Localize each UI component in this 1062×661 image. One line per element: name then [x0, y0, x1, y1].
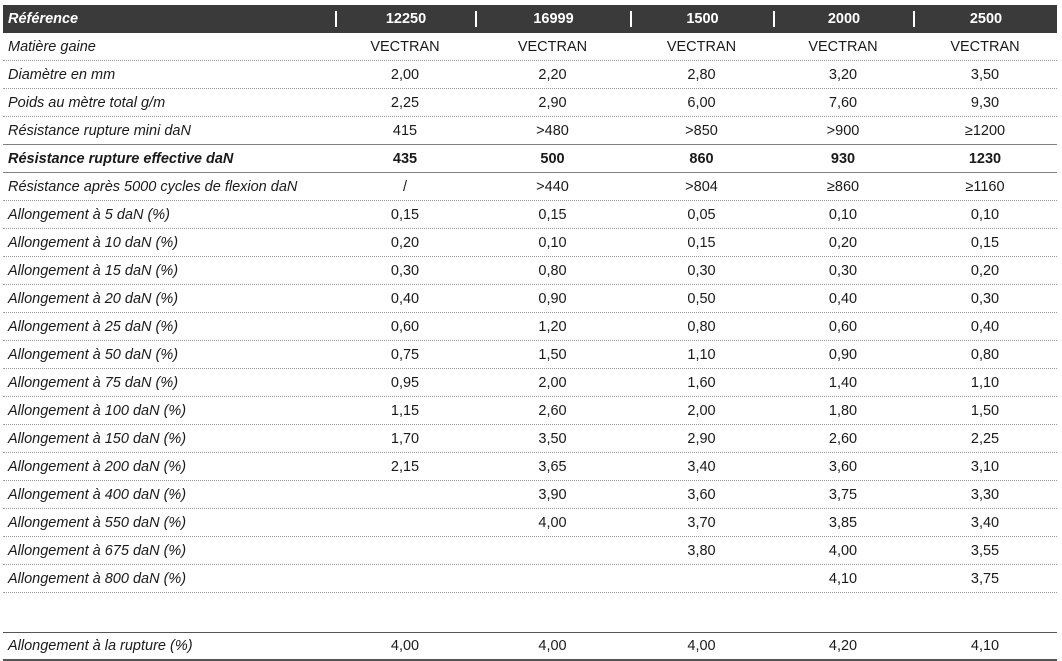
table-cell: 3,10: [970, 458, 1000, 475]
table-cell: 0,20: [390, 234, 420, 251]
table-cell: 0,90: [538, 290, 567, 307]
table-cell: 0,40: [390, 290, 420, 307]
table-cell: 0,80: [538, 262, 567, 279]
table-cell: >900: [826, 122, 860, 139]
table-cell: 1,15: [390, 402, 420, 419]
row-label: Allongement à 25 daN (%): [8, 318, 179, 335]
table-cell: 0,10: [970, 206, 1000, 223]
row-label: Allongement à 550 daN (%): [8, 514, 187, 531]
table-spacer-row: [3, 593, 1057, 633]
table-cell: 860: [689, 150, 714, 167]
table-cell: 3,75: [970, 570, 1000, 587]
table-cell: 3,75: [828, 486, 858, 503]
table-cell: >850: [685, 122, 718, 139]
table-cell: 0,20: [970, 262, 1000, 279]
row-label: Allongement à la rupture (%): [8, 638, 193, 654]
table-row: [3, 33, 1057, 61]
specs-table: [3, 5, 1057, 661]
table-cell: 0,50: [687, 290, 716, 307]
row-label: Allongement à 5 daN (%): [8, 206, 170, 223]
row-label: Allongement à 20 daN (%): [8, 290, 179, 307]
table-cell: 0,40: [970, 318, 1000, 335]
table-cell: 2,00: [538, 374, 567, 391]
table-cell: 3,60: [687, 486, 716, 503]
table-cell: 0,75: [390, 346, 420, 363]
table-cell: VECTRAN: [950, 38, 1020, 55]
row-label: Allongement à 10 daN (%): [8, 234, 179, 251]
table-cell: 0,90: [828, 346, 858, 363]
table-row: [3, 229, 1057, 257]
row-label: Allongement à 150 daN (%): [8, 430, 187, 447]
header-cell: 2000: [773, 11, 913, 27]
row-label: Allongement à 100 daN (%): [8, 402, 187, 419]
row-label: Allongement à 15 daN (%): [8, 262, 179, 279]
table-body: [3, 33, 1057, 593]
table-cell: 3,50: [970, 66, 1000, 83]
table-cell: 2,00: [687, 402, 716, 419]
table-cell: VECTRAN: [808, 38, 878, 55]
header-cell: Référence: [8, 10, 79, 27]
table-cell: >804: [685, 178, 718, 195]
table-row: [3, 453, 1057, 481]
table-cell: 4,00: [390, 638, 420, 654]
table-cell: 4,10: [970, 638, 1000, 654]
table-row: [3, 481, 1057, 509]
table-row: [3, 509, 1057, 537]
table-cell: 1,50: [538, 346, 567, 363]
header-cell: 1500: [630, 11, 773, 27]
table-cell: 930: [830, 150, 856, 167]
row-label: Allongement à 675 daN (%): [8, 542, 187, 559]
header-cell: 16999: [475, 11, 630, 27]
table-cell: ≥1160: [965, 178, 1005, 195]
table-header-row: [3, 5, 1057, 33]
table-cell: 3,20: [828, 66, 858, 83]
row-label: Résistance rupture effective daN: [8, 150, 234, 167]
table-cell: 0,10: [538, 234, 567, 251]
table-row: [3, 145, 1057, 173]
table-cell: VECTRAN: [370, 38, 440, 55]
table-row: [3, 285, 1057, 313]
table-cell: 2,80: [687, 66, 716, 83]
row-label: Allongement à 200 daN (%): [8, 458, 187, 475]
table-cell: 4,00: [687, 638, 716, 654]
table-row: [3, 341, 1057, 369]
table-cell: 435: [392, 150, 418, 167]
table-cell: 1,20: [538, 318, 567, 335]
table-cell: 0,30: [687, 262, 716, 279]
table-cell: 1,80: [828, 402, 858, 419]
table-row: [3, 201, 1057, 229]
table-row: [3, 257, 1057, 285]
table-cell: 415: [392, 122, 418, 139]
table-cell: 1,10: [687, 346, 716, 363]
table-cell: 0,95: [390, 374, 420, 391]
row-label: Allongement à 75 daN (%): [8, 374, 179, 391]
table-cell: >480: [536, 122, 569, 139]
table-row: [3, 61, 1057, 89]
table-cell: 2,60: [828, 430, 858, 447]
table-cell: 4,00: [538, 638, 567, 654]
table-cell: 2,90: [687, 430, 716, 447]
table-cell: 7,60: [828, 94, 858, 111]
header-cell: 2500: [913, 11, 1057, 27]
table-cell: ≥860: [826, 178, 860, 195]
table-cell: 3,65: [538, 458, 567, 475]
table-cell: 1,40: [828, 374, 858, 391]
table-cell: 4,10: [828, 570, 858, 587]
header-cell: 12250: [335, 11, 475, 27]
table-cell: 0,30: [828, 262, 858, 279]
table-cell: VECTRAN: [517, 38, 588, 55]
table-cell: 0,20: [828, 234, 858, 251]
table-cell: 4,00: [828, 542, 858, 559]
table-row: [3, 397, 1057, 425]
table-cell: 0,15: [687, 234, 716, 251]
table-row: [3, 369, 1057, 397]
table-cell: 1230: [968, 150, 1002, 167]
table-cell: 4,00: [538, 514, 567, 531]
table-cell: 0,15: [970, 234, 1000, 251]
row-label: Allongement à 400 daN (%): [8, 486, 187, 503]
table-cell: 0,10: [828, 206, 858, 223]
table-cell: 3,70: [687, 514, 716, 531]
table-cell: 0,15: [390, 206, 420, 223]
table-cell: 1,10: [970, 374, 1000, 391]
table-cell: 3,80: [687, 542, 716, 559]
table-cell: VECTRAN: [666, 38, 737, 55]
table-cell: 0,60: [390, 318, 420, 335]
table-cell: 3,30: [970, 486, 1000, 503]
table-cell: 1,70: [390, 430, 420, 447]
table-cell: 1,50: [970, 402, 1000, 419]
table-cell: 2,60: [538, 402, 567, 419]
row-label: Diamètre en mm: [8, 66, 116, 83]
table-cell: 2,90: [538, 94, 567, 111]
table-cell: 3,90: [538, 486, 567, 503]
table-cell: 3,50: [538, 430, 567, 447]
table-row-final: [3, 633, 1057, 661]
table-cell: 0,40: [828, 290, 858, 307]
table-cell: 0,05: [687, 206, 716, 223]
table-cell: 4,20: [828, 638, 858, 654]
table-row: [3, 313, 1057, 341]
table-cell: 3,40: [970, 514, 1000, 531]
row-label: Résistance après 5000 cycles de flexion daN: [8, 178, 298, 195]
table-cell: 0,30: [390, 262, 420, 279]
row-label: Allongement à 50 daN (%): [8, 346, 179, 363]
table-cell: ≥1200: [964, 122, 1006, 139]
table-cell: 3,55: [970, 542, 1000, 559]
table-cell: 2,15: [390, 458, 420, 475]
table-cell: 3,85: [828, 514, 858, 531]
table-cell: 0,80: [687, 318, 716, 335]
table-cell: 2,25: [970, 430, 1000, 447]
table-row: [3, 537, 1057, 565]
table-cell: 2,25: [390, 94, 420, 111]
table-row: [3, 173, 1057, 201]
row-label: Allongement à 800 daN (%): [8, 570, 187, 587]
table-row: [3, 89, 1057, 117]
row-label: Matière gaine: [8, 38, 96, 55]
table-cell: 9,30: [970, 94, 1000, 111]
table-cell: 0,80: [970, 346, 1000, 363]
table-cell: 3,40: [687, 458, 716, 475]
table-cell: 2,20: [538, 66, 567, 83]
table-cell: 3,60: [828, 458, 858, 475]
table-row: [3, 425, 1057, 453]
table-cell: 0,15: [538, 206, 567, 223]
table-cell: >440: [536, 178, 569, 195]
table-row: [3, 565, 1057, 593]
row-label: Résistance rupture mini daN: [8, 122, 191, 139]
table-cell: 0,60: [828, 318, 858, 335]
table-cell: 0,30: [970, 290, 1000, 307]
table-cell: 500: [540, 150, 565, 167]
table-cell: 1,60: [687, 374, 716, 391]
row-label: Poids au mètre total g/m: [8, 94, 166, 111]
table-cell: 6,00: [687, 94, 716, 111]
table-row: [3, 117, 1057, 145]
table-cell: 2,00: [390, 66, 420, 83]
table-cell: /: [402, 178, 408, 195]
